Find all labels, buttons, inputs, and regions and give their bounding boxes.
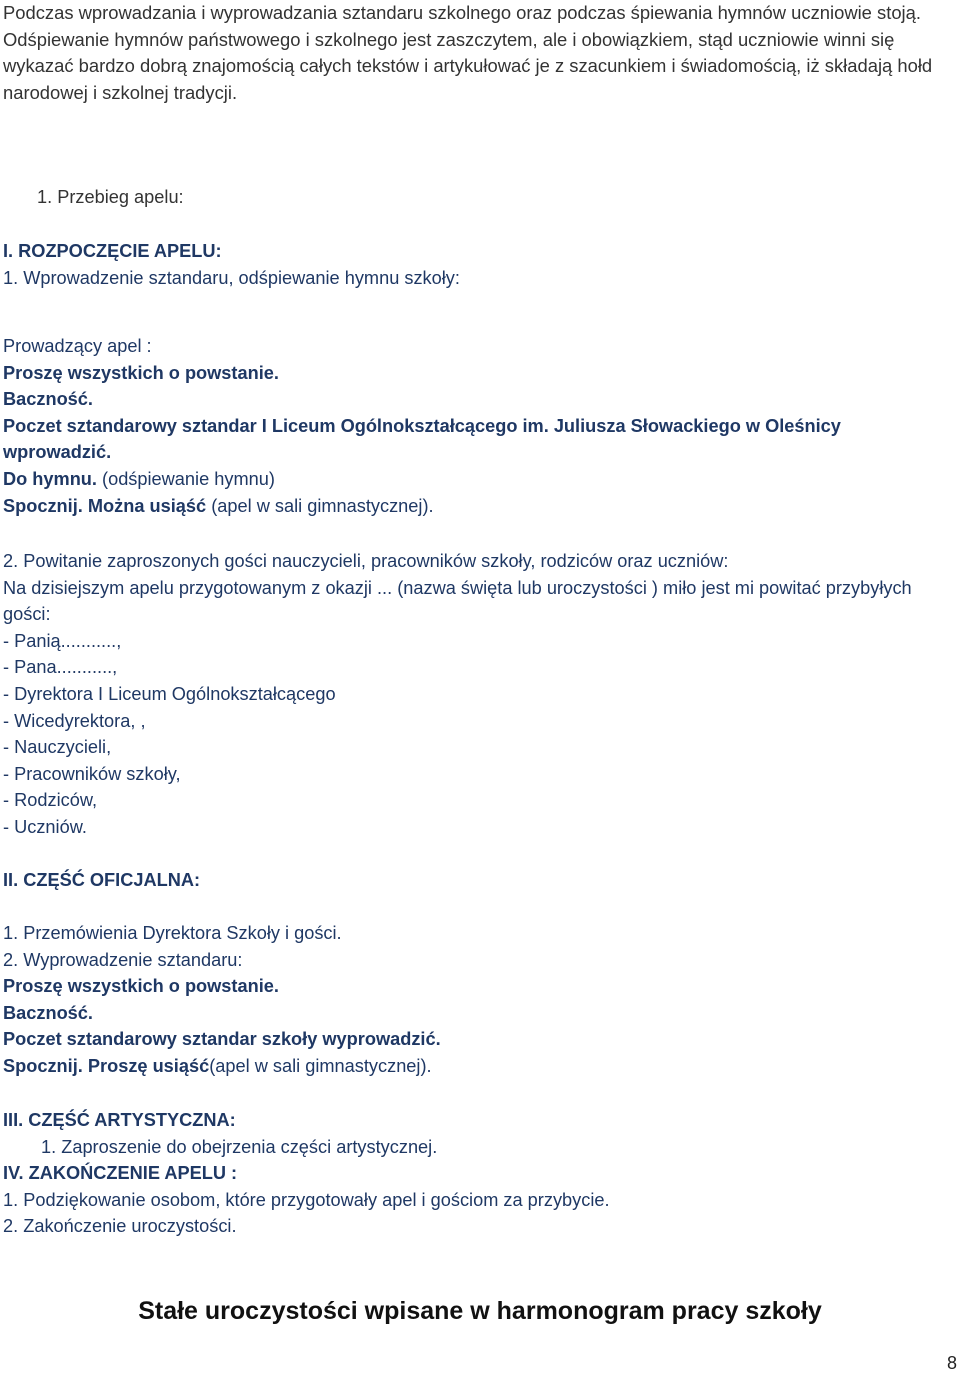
guest-item: - Nauczycieli, bbox=[3, 737, 112, 758]
intro-paragraph bbox=[3, 0, 953, 106]
section-oficjalna-items bbox=[3, 920, 953, 1080]
welcome-text: Na dzisiejszym apelu przygotowanym z okazji ... (nazwa święta lub uroczystości ) miło jest mi powitać przybyłych gości: bbox=[3, 577, 912, 625]
list-item: 1. Podziękowanie osobom, które przygotowały apel i gościom za przybycie. bbox=[3, 1189, 610, 1210]
guest-item: - Panią..........., bbox=[3, 630, 122, 651]
list-item: 2. Powitanie zaproszonych gości nauczycieli, pracowników szkoły, rodziców oraz uczniów: bbox=[3, 551, 729, 571]
command-rise: Proszę wszystkich o powstanie. bbox=[3, 362, 279, 383]
list-item: 1. Zaproszenie do obejrzenia części artystycznej. bbox=[41, 1136, 438, 1157]
final-title: Stałe uroczystości wpisane w harmonogram pracy szkoły bbox=[138, 1297, 822, 1325]
guest-item: - Dyrektora I Liceum Ogólnokształcącego bbox=[3, 683, 336, 704]
przebieg-heading: 1. Przebieg apelu: bbox=[37, 187, 184, 207]
welcome-block bbox=[3, 548, 953, 841]
rest-line: Spocznij. Proszę usiąść(apel w sali gimnastycznej). bbox=[3, 1055, 432, 1076]
guest-item: - Rodziców, bbox=[3, 790, 98, 811]
list-item: 1. Przemówienia Dyrektora Szkoły i gości. bbox=[3, 923, 342, 943]
section-heading: II. CZĘŚĆ OFICJALNA: bbox=[3, 870, 201, 890]
list-item: 2. Zakończenie uroczystości. bbox=[3, 1216, 237, 1237]
intro-text: Podczas wprowadzania i wyprowadzania sztandaru szkolnego oraz podczas śpiewania hymnów uczniowie stoją. Odśpiewanie hymnów państwowego i szkolnego jest zaszczytem, ale i obowiązkiem, stąd uczniowie winni się wykazać bardzo dobrą znajomością całych tekstów i artykułować je z szacunkiem i świadomością, iż składają hołd narodowej i szkolnej tradycji. bbox=[3, 2, 933, 103]
command-poczet: Poczet sztandarowy sztandar I Liceum Ogólnokształcącego im. Juliusza Słowackiego w Oleśnicy wprowadzić. bbox=[3, 415, 841, 463]
guest-item: - Pracowników szkoły, bbox=[3, 763, 181, 784]
command-rise: Proszę wszystkich o powstanie. bbox=[3, 976, 279, 997]
section-oficjalna bbox=[3, 867, 953, 894]
section-artystyczna bbox=[3, 1107, 953, 1160]
guest-item: - Uczniów. bbox=[3, 816, 87, 837]
section-heading: I. ROZPOCZĘCIE APELU: bbox=[3, 241, 222, 261]
section-zakonczenie bbox=[3, 1160, 953, 1240]
guest-item: - Pana..........., bbox=[3, 657, 118, 678]
section-heading: III. CZĘŚĆ ARTYSTYCZNA: bbox=[3, 1110, 236, 1130]
list-item: 1. Wprowadzenie sztandaru, odśpiewanie hymnu szkoły: bbox=[3, 267, 460, 288]
host-script bbox=[3, 333, 953, 519]
command-attention: Baczność. bbox=[3, 389, 93, 410]
section-heading: IV. ZAKOŃCZENIE APELU : bbox=[3, 1163, 238, 1183]
guest-item: - Wicedyrektora, , bbox=[3, 710, 146, 731]
host-label: Prowadzący apel : bbox=[3, 336, 152, 356]
section-rozpoczecie bbox=[3, 238, 953, 291]
page-number: 8 bbox=[946, 1353, 957, 1373]
rest-line: Spocznij. Można usiąść (apel w sali gimnastycznej). bbox=[3, 495, 434, 516]
anthem-line: Do hymnu. (odśpiewanie hymnu) bbox=[3, 468, 275, 489]
command-poczet: Poczet sztandarowy sztandar szkoły wyprowadzić. bbox=[3, 1029, 441, 1050]
command-attention: Baczność. bbox=[3, 1002, 93, 1023]
list-item: 2. Wyprowadzenie sztandaru: bbox=[3, 949, 243, 970]
